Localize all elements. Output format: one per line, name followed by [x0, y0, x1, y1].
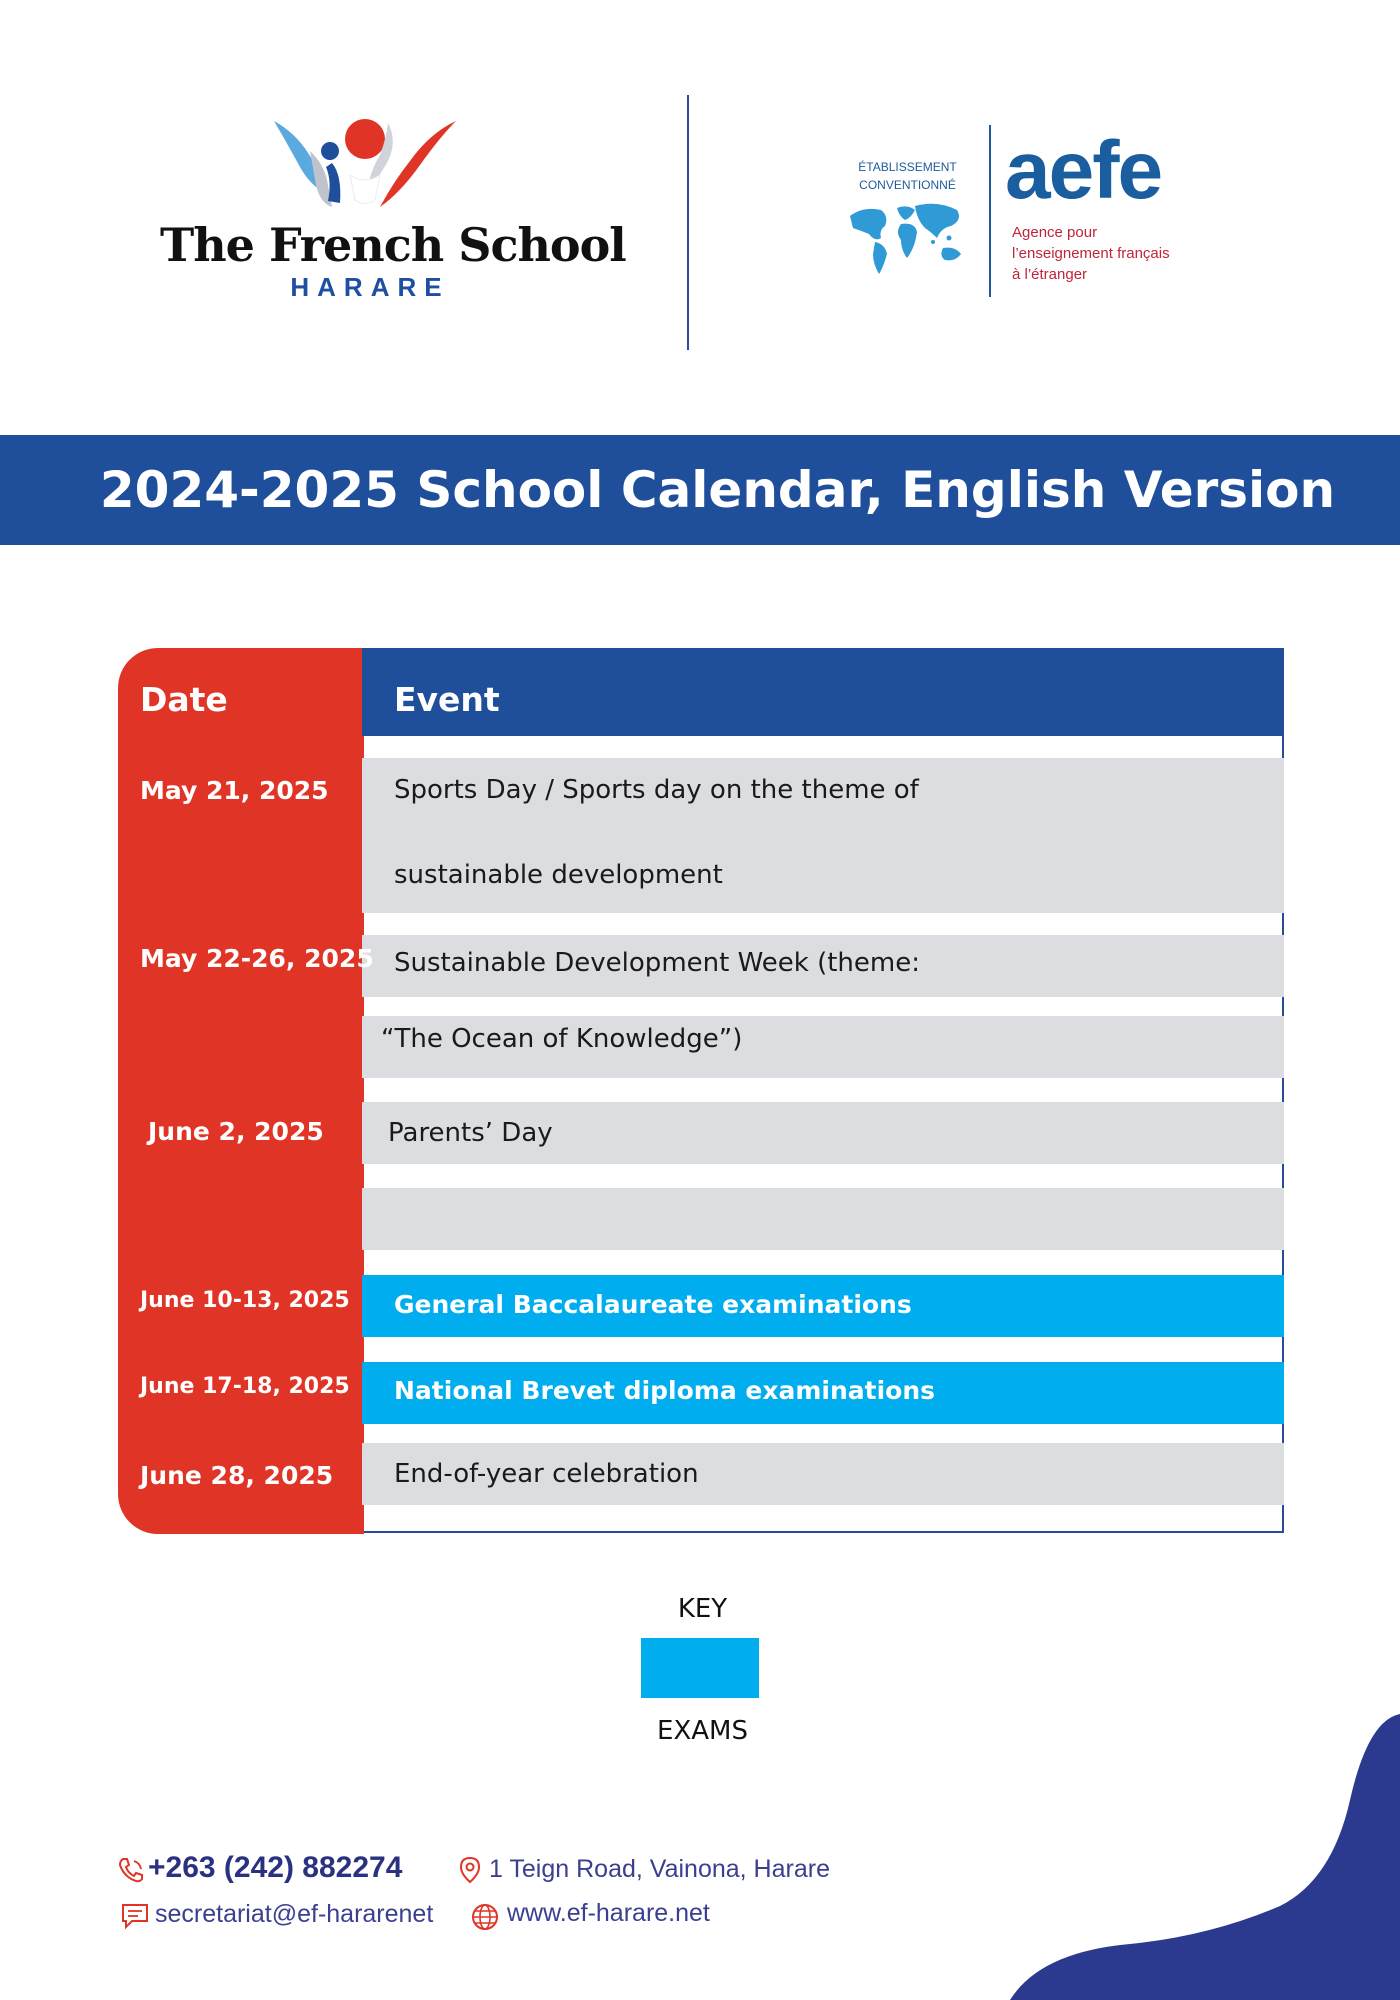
row-date: June 2, 2025	[148, 1117, 324, 1146]
row-date: May 21, 2025	[140, 776, 329, 805]
aefe-divider	[989, 125, 991, 297]
row-event: National Brevet diploma examinations	[394, 1376, 936, 1405]
key-exam-swatch	[641, 1638, 759, 1698]
message-icon	[120, 1900, 150, 1930]
aefe-status	[850, 158, 965, 194]
aefe-status-line: ÉTABLISSEMENT	[858, 160, 957, 174]
header-divider	[687, 95, 689, 350]
location-pin-icon	[455, 1855, 485, 1885]
aefe-tagline-line: l’enseignement français	[1012, 245, 1170, 262]
row-date: June 28, 2025	[140, 1461, 334, 1490]
key-exams-label: EXAMS	[657, 1716, 748, 1746]
school-name: The French School	[160, 218, 626, 272]
row-event: Parents’ Day	[388, 1118, 553, 1148]
row-date: May 22-26, 2025	[140, 944, 374, 973]
french-school-logo-icon	[270, 115, 460, 215]
key-title: KEY	[677, 1594, 728, 1624]
aefe-tagline	[1012, 222, 1222, 285]
footer-phone[interactable]: +263 (242) 882274	[148, 1851, 403, 1884]
row-event: Sports Day / Sports day on the theme of	[394, 775, 919, 805]
row-event: End-of-year celebration	[394, 1459, 699, 1489]
row-date: June 10-13, 2025	[140, 1288, 350, 1313]
aefe-tagline-line: à l’étranger	[1012, 266, 1088, 283]
phone-icon	[116, 1855, 146, 1885]
row-event: sustainable development	[394, 860, 723, 890]
globe-icon	[470, 1902, 500, 1932]
event-column-header	[362, 648, 1284, 736]
footer-wave-decoration	[880, 1700, 1400, 2000]
row-event: Sustainable Development Week (theme:	[394, 948, 920, 978]
aefe-status-line: CONVENTIONNÉ	[859, 178, 956, 192]
row-date: June 17-18, 2025	[140, 1374, 350, 1399]
event-header: Event	[394, 680, 500, 719]
table-row	[362, 1188, 1284, 1250]
world-map-icon	[845, 198, 970, 278]
aefe-wordmark: aefe	[1005, 125, 1162, 216]
footer-website[interactable]: www.ef-harare.net	[507, 1899, 710, 1927]
date-header: Date	[140, 680, 228, 719]
row-event: “The Ocean of Knowledge”)	[381, 1024, 743, 1054]
aefe-tagline-line: Agence pour	[1012, 224, 1098, 241]
school-city: HARARE	[290, 272, 450, 302]
row-event: General Baccalaureate examinations	[394, 1290, 912, 1319]
footer-address: 1 Teign Road, Vainona, Harare	[489, 1855, 830, 1883]
page-title: 2024-2025 School Calendar, English Version	[99, 461, 1336, 519]
footer-email[interactable]: secretariat@ef-hararenet	[155, 1900, 434, 1928]
